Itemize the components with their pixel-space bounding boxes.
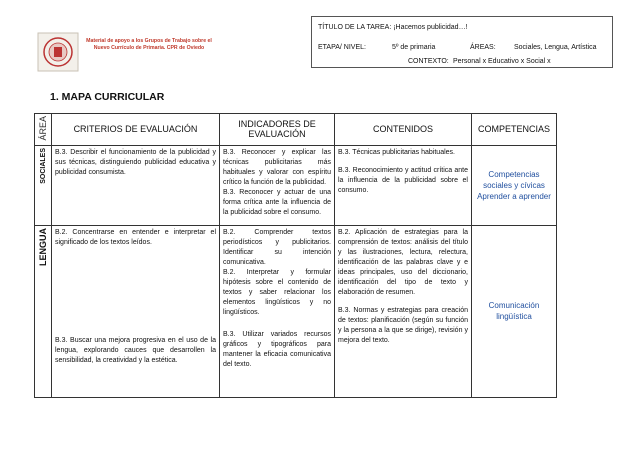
nivel-value: 5º de primaria xyxy=(392,44,436,51)
area-header-label: ÁREA xyxy=(38,116,48,141)
criterio-text: B.2. Concentrarse en entender e interpretar el significado de los textos leídos. xyxy=(55,228,216,246)
competencia-text: Aprender a aprender xyxy=(477,191,551,201)
contenidos-cell xyxy=(335,145,472,225)
areas-label: ÁREAS: xyxy=(470,44,496,51)
cpr-logo xyxy=(37,32,214,72)
area-sociales: SOCIALES xyxy=(39,147,47,184)
table-header-row xyxy=(35,114,557,146)
areas-value: Sociales, Lengua, Artística xyxy=(514,44,597,51)
competencias-header: COMPETENCIAS xyxy=(472,114,557,146)
contenido-text: B.2. Aplicación de estrategias para la comprensión de textos: análisis del título y las ilustraciones, lectura, relectura, identificación de las palabras clave y e ideas principales, uso del diccionario, identificación del tipo de texto y elaboración de resumen. xyxy=(338,228,468,296)
seal-icon xyxy=(37,32,79,72)
criterio-text: B.3. Describir el funcionamiento de la publicidad y sus técnicas, distinguiendo publicidad educativa y publicidad consumista. xyxy=(55,148,216,176)
contenido-text: B.3. Normas y estrategias para creación de textos: planificación (según su función y la persona a la que se dirige), revisión y mejora del texto. xyxy=(338,306,468,344)
curricular-map-table xyxy=(34,113,557,398)
indicador-text: B.3. Utilizar variados recursos gráficos y tipográficos para mantener la eficacia comunicativa del texto. xyxy=(223,330,331,368)
competencia-text: Competencias sociales y cívicas xyxy=(483,169,545,190)
indicadores-cell xyxy=(220,145,335,225)
indicadores-header: INDICADORES DE EVALUACIÓN xyxy=(220,114,335,146)
criterio-text: B.3. Buscar una mejora progresiva en el uso de la lengua, explorando cauces que desarrollen la sensibilidad, la creatividad y la estética. xyxy=(55,336,216,364)
etapa-label: ETAPA/ NIVEL: xyxy=(318,44,366,51)
criterios-cell xyxy=(52,225,220,397)
criterios-header: CRITERIOS DE EVALUACIÓN xyxy=(52,114,220,146)
contenidos-header: CONTENIDOS xyxy=(335,114,472,146)
competencia-text: Comunicación lingüística xyxy=(488,301,540,322)
indicador-text: B.3. Reconocer y explicar las técnicas publicitarias más habituales y valorar con espíritu crítico la función de la publicidad. xyxy=(223,148,331,186)
indicador-text: B.3. Reconocer y actuar de una forma crítica ante la influencia de la publicidad sobre el consumo. xyxy=(223,188,331,216)
contenido-text: B.3. Técnicas publicitarias habituales. xyxy=(338,148,455,156)
competencias-cell xyxy=(472,145,557,225)
task-title: TÍTULO DE LA TAREA: ¡Hacemos publicidad…! xyxy=(318,24,468,31)
criterios-cell xyxy=(52,145,220,225)
table-row xyxy=(35,225,557,397)
area-cell xyxy=(35,145,52,225)
indicador-text: B.2. Interpretar y formular hipótesis sobre el contenido de textos y saber relacionar los elementos lingüísticos y no lingüísticos. xyxy=(223,268,331,316)
area-header xyxy=(35,114,52,146)
contexto-label: CONTEXTO: xyxy=(408,58,449,65)
area-cell xyxy=(35,225,52,397)
competencias-cell xyxy=(472,225,557,397)
contenidos-cell xyxy=(335,225,472,397)
contexto-value: Personal x Educativo x Social x xyxy=(453,58,551,65)
section-title: 1. MAPA CURRICULAR xyxy=(50,91,165,103)
contenido-text: B.3. Reconocimiento y actitud crítica ante la influencia de la publicidad sobre el consumo. xyxy=(338,166,468,194)
task-header-box xyxy=(311,16,613,68)
logo-text: Material de apoyo a los Grupos de Trabajo sobre el Nuevo Currículo de Primaria. CPR de Oviedo xyxy=(86,38,212,51)
area-lengua: LENGUA xyxy=(38,227,48,266)
table-row xyxy=(35,145,557,225)
indicador-text: B.2. Comprender textos periodísticos y publicitarios. Identificar su intención comunicativa. xyxy=(223,228,331,266)
indicadores-cell xyxy=(220,225,335,397)
